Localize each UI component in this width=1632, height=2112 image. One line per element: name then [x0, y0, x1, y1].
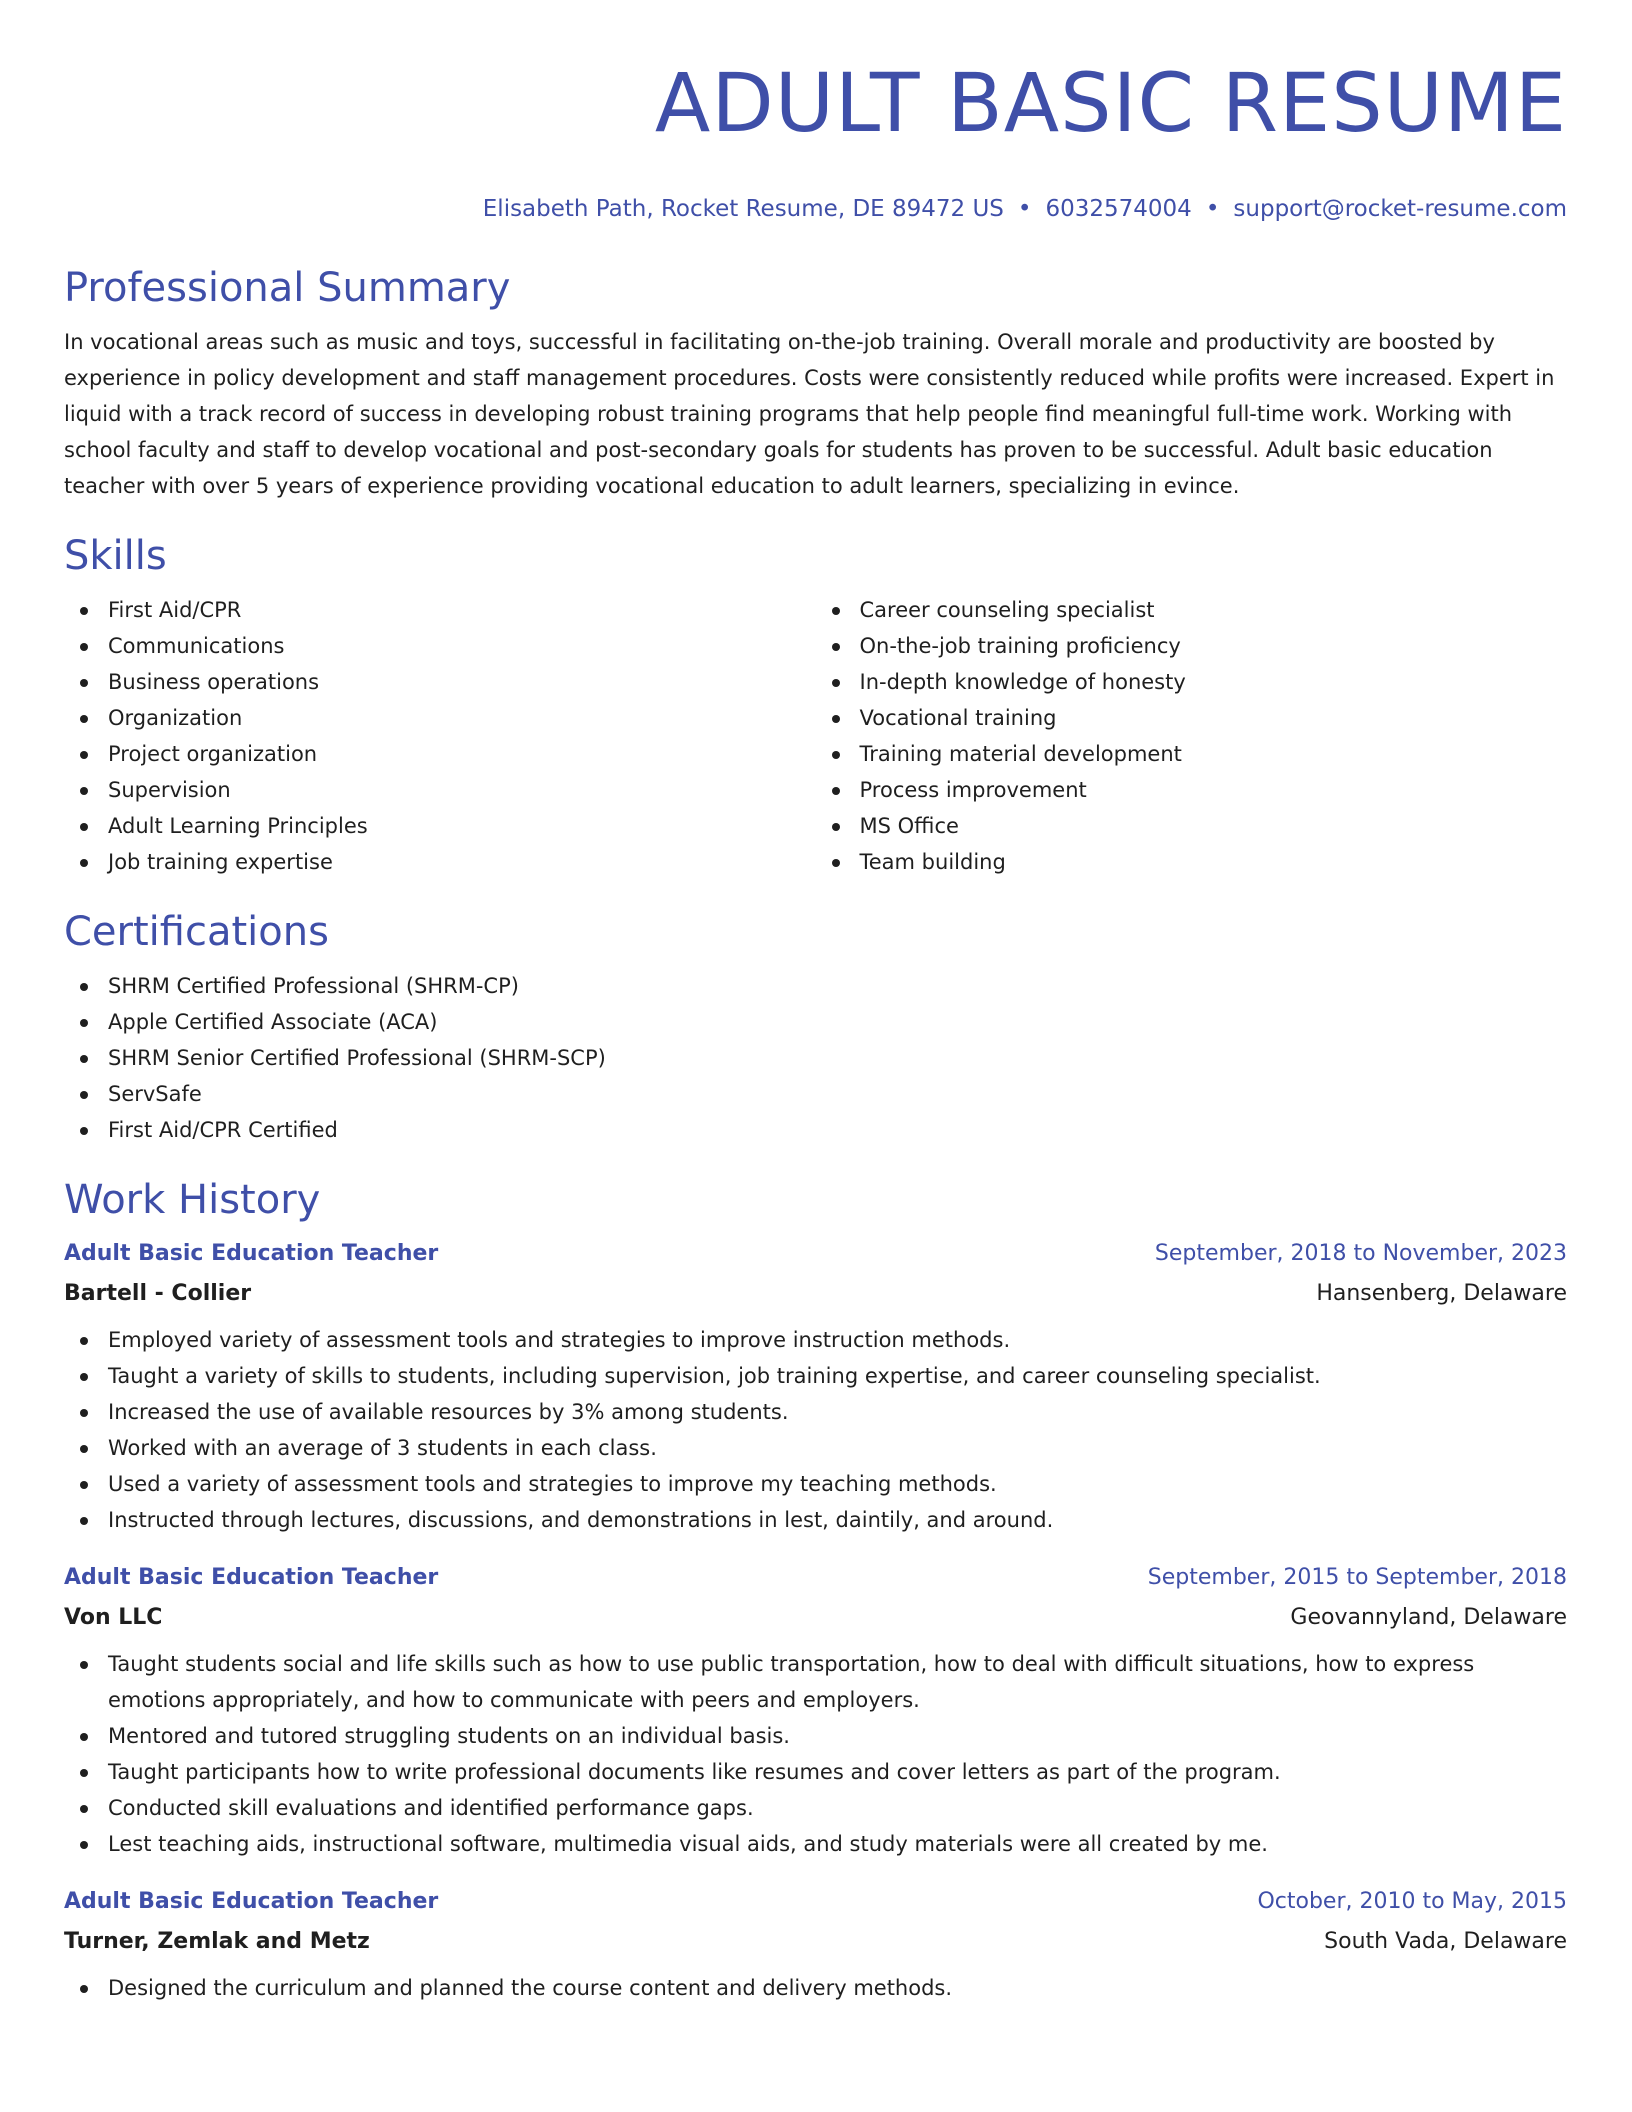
contact-separator: •	[1017, 196, 1032, 222]
skill-item: Adult Learning Principles	[64, 808, 816, 844]
skill-item: In-depth knowledge of honesty	[816, 664, 1568, 700]
job-company: Von LLC	[64, 1605, 163, 1630]
job-company-row	[64, 1276, 1567, 1312]
job-bullet: Conducted skill evaluations and identified performance gaps.	[64, 1790, 1567, 1826]
job-title: Adult Basic Education Teacher	[64, 1889, 439, 1914]
contact-email: support@rocket-resume.com	[1233, 196, 1567, 222]
job-title: Adult Basic Education Teacher	[64, 1565, 439, 1590]
job-bullets	[64, 1970, 1567, 2006]
skills-left-list	[64, 592, 816, 880]
skill-item: Supervision	[64, 772, 816, 808]
job-bullet: Taught students social and life skills such as how to use public transportation, how to deal with difficult situations, how to express emotions appropriately, and how to communicate with peers and employers.	[64, 1646, 1567, 1718]
skill-item: MS Office	[816, 808, 1568, 844]
job-header-row	[64, 1884, 1567, 1920]
job-bullet: Designed the curriculum and planned the course content and delivery methods.	[64, 1970, 1567, 2006]
work-heading: Work History	[64, 1177, 321, 1223]
skill-item: Job training expertise	[64, 844, 816, 880]
job-dates: October, 2010 to May, 2015	[1257, 1889, 1567, 1914]
skill-item: Process improvement	[816, 772, 1568, 808]
skills-heading: Skills	[64, 533, 167, 579]
job-bullet: Mentored and tutored struggling students on an individual basis.	[64, 1718, 1567, 1754]
job-bullet: Employed variety of assessment tools and strategies to improve instruction methods.	[64, 1322, 1567, 1358]
job-dates: September, 2015 to September, 2018	[1147, 1565, 1567, 1590]
certification-item: Apple Certified Associate (ACA)	[64, 1004, 1567, 1040]
work-section	[64, 1174, 1567, 2006]
skill-item: Training material development	[816, 736, 1568, 772]
contact-separator: •	[1205, 196, 1220, 222]
job-bullet: Lest teaching aids, instructional software, multimedia visual aids, and study materials were all created by me.	[64, 1826, 1567, 1862]
job-entry	[64, 1560, 1567, 1862]
job-company: Turner, Zemlak and Metz	[64, 1929, 370, 1954]
certification-item: SHRM Certified Professional (SHRM-CP)	[64, 968, 1567, 1004]
contact-line	[64, 194, 1567, 224]
summary-heading: Professional Summary	[64, 265, 511, 311]
certification-item: SHRM Senior Certified Professional (SHRM-SCP)	[64, 1040, 1567, 1076]
certification-item: First Aid/CPR Certified	[64, 1112, 1567, 1148]
job-company-row	[64, 1600, 1567, 1636]
job-bullet: Used a variety of assessment tools and strategies to improve my teaching methods.	[64, 1466, 1567, 1502]
certifications-list	[64, 968, 1567, 1148]
skills-right-list	[816, 592, 1568, 880]
summary-section	[64, 262, 1567, 504]
job-location: Hansenberg, Delaware	[1316, 1281, 1567, 1306]
job-location: South Vada, Delaware	[1324, 1929, 1567, 1954]
job-bullet: Instructed through lectures, discussions, and demonstrations in lest, daintily, and around.	[64, 1502, 1567, 1538]
job-bullets	[64, 1646, 1567, 1862]
certification-item: ServSafe	[64, 1076, 1567, 1112]
job-bullet: Taught a variety of skills to students, including supervision, job training expertise, and career counseling specialist.	[64, 1358, 1567, 1394]
job-bullet: Taught participants how to write professional documents like resumes and cover letters as part of the program.	[64, 1754, 1567, 1790]
job-entry	[64, 1884, 1567, 2006]
skill-item: First Aid/CPR	[64, 592, 816, 628]
job-bullets	[64, 1322, 1567, 1538]
resume-title: ADULT BASIC RESUME	[654, 57, 1567, 151]
certifications-heading: Certifications	[64, 909, 329, 955]
certifications-section	[64, 906, 1567, 1148]
job-bullet: Worked with an average of 3 students in each class.	[64, 1430, 1567, 1466]
skill-item: On-the-job training proficiency	[816, 628, 1568, 664]
skills-grid	[64, 592, 1567, 880]
contact-address: Elisabeth Path, Rocket Resume, DE 89472 US	[482, 196, 1004, 222]
job-title: Adult Basic Education Teacher	[64, 1241, 439, 1266]
job-entry	[64, 1236, 1567, 1538]
skill-item: Communications	[64, 628, 816, 664]
job-company-row	[64, 1924, 1567, 1960]
skill-item: Career counseling specialist	[816, 592, 1568, 628]
skill-item: Organization	[64, 700, 816, 736]
skills-section	[64, 530, 1567, 880]
job-bullet: Increased the use of available resources by 3% among students.	[64, 1394, 1567, 1430]
job-location: Geovannyland, Delaware	[1290, 1605, 1567, 1630]
skill-item: Vocational training	[816, 700, 1568, 736]
summary-text: In vocational areas such as music and toys, successful in facilitating on-the-job training. Overall morale and productivity are boosted by experience in policy development and staff management procedures. Costs were consistently reduced while profits were increased. Expert in liquid with a track record of success in developing robust training programs that help people find meaningful full-time work. Working with school faculty and staff to develop vocational and post-secondary goals for students has proven to be successful. Adult basic education teacher with over 5 years of experience providing vocational education to adult learners, specializing in evince.	[64, 330, 1555, 498]
contact-phone: 6032574004	[1045, 196, 1192, 222]
job-header-row	[64, 1560, 1567, 1596]
job-company: Bartell - Collier	[64, 1281, 252, 1306]
job-dates: September, 2018 to November, 2023	[1154, 1241, 1567, 1266]
job-header-row	[64, 1236, 1567, 1272]
skill-item: Business operations	[64, 664, 816, 700]
skill-item: Team building	[816, 844, 1568, 880]
skill-item: Project organization	[64, 736, 816, 772]
